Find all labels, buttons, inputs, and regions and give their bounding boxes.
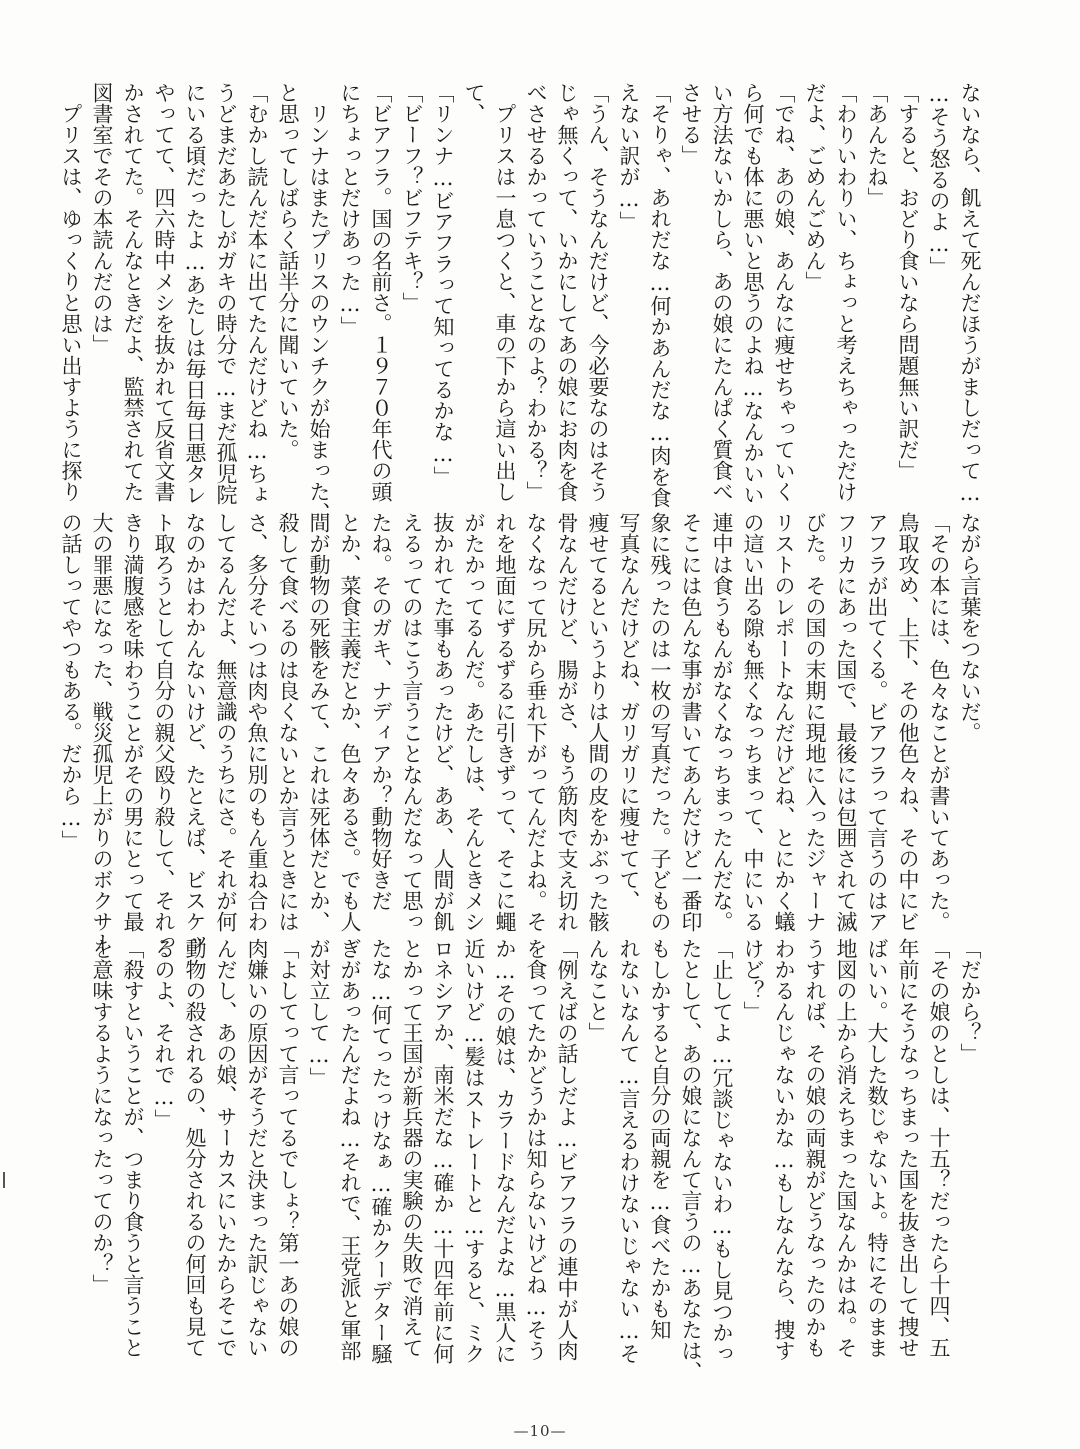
text-column: か…その娘は、カラードなんだよな…黒人に [493, 938, 517, 1364]
text-column: やってて、四六時中メシを抜かれて反省文書 [152, 82, 176, 502]
text-column: フリカにあった国で、最後には包囲されて滅 [834, 512, 858, 932]
text-column: たとして、あの娘になんて言うの…あなたは、 [679, 938, 703, 1382]
text-column: 「あんたね」 [865, 82, 889, 208]
page-number: —10— [513, 1422, 567, 1440]
text-column: い方法ないかしら、あの娘にたんぱく質食べ [710, 82, 734, 502]
text-column: 骨なんだけど、腸がさ、もう筋肉で支え切れ [555, 512, 579, 932]
text-column: の這い出る隙も無くなっちまって、中にいる [741, 512, 765, 932]
text-column: 年前にそうなっちまった国を抜き出して捜せ [896, 938, 920, 1358]
text-column: リンナはまたプリスのウンチクが始まった、 [307, 82, 331, 523]
text-column: にいる頃だったよ…あたしは毎日毎日悪タレ [183, 82, 207, 505]
text-column: わかるんじゃないかな…もしなんなら、捜す [772, 938, 796, 1361]
text-column: 肉嫌いの原因がそうだと決まった訳じゃない [245, 938, 269, 1358]
text-column: 「ビアフラ。国の名前さ。１９７０年代の頭 [369, 82, 393, 502]
text-column: にちょっとだけあった…」 [338, 82, 362, 337]
text-column: 「うん、そうなんだけど、今必要なのはそう [586, 82, 610, 502]
text-column: 殺して食べるのは良くないとか言うときには [276, 512, 300, 932]
text-column: プリスは、ゆっくりと思い出すように探り [59, 82, 83, 502]
text-column: うすれば、その娘の両親がどうなったのかも [803, 938, 827, 1358]
text-column: んなこと」 [586, 938, 610, 1043]
text-column: 「止してよ…冗談じゃないわ…もし見つかっ [710, 938, 734, 1364]
text-column: ら何でも体に悪いと思うのよね…なんかいい [741, 82, 765, 505]
text-column: 抜かれてた事もあったけど、ああ、人間が飢 [431, 512, 455, 932]
text-column: アフラが出てくる。ビアフラって言うのはア [865, 512, 889, 932]
text-column: だよ、ごめんごめん」 [803, 82, 827, 292]
text-column: うどまだあたしがガキの時分で…まだ孤児院 [214, 82, 238, 505]
text-column: きり満腹感を味わうことがその男にとって最 [121, 512, 145, 932]
text-column: るのよ、それで…」 [152, 938, 176, 1130]
text-column: 写真なんだけどね、ガリガリに痩せてて、 [617, 512, 641, 911]
text-column: ぎがあったんだよね…それで、王党派と軍部 [338, 938, 362, 1361]
text-column: て、 [462, 82, 486, 124]
text-column: 「よしてって言ってるでしょ？第一あの娘の [276, 938, 300, 1358]
text-column: 「ビーフ？ビフテキ？」 [400, 82, 424, 313]
text-column: リストのレポートなんだけどね、とにかく蟻 [772, 512, 796, 932]
text-column: 動物の殺されるの、処分されるの何回も見て [183, 938, 207, 1358]
text-column: さ、多分そいつは肉や魚に別のもん重ね合わ [245, 512, 269, 932]
text-column: けど？」 [741, 938, 765, 1022]
text-column: なのかはわかんないけど、たとえば、ビスケッ [183, 512, 207, 953]
text-tier-top [59, 82, 982, 523]
text-column: べさせるかっていうことなのよ？わかる？」 [524, 82, 548, 502]
text-column: を意味するようになったってのか？」 [90, 938, 114, 1295]
text-column: もしかすると自分の両親を…食べたかも知 [648, 938, 672, 1340]
text-column: と思ってしばらく話半分に聞いていた。 [276, 82, 300, 460]
text-column: とか、菜食主義だとか、色々あるさ。でも人 [338, 512, 362, 932]
text-column: 間が動物の死骸をみて、これは死体だとか、 [307, 512, 331, 932]
text-column: たな…何てったっけなぁ…確かクーデター騒 [369, 938, 393, 1364]
text-column: れないなんて…言えるわけないじゃない…そ [617, 938, 641, 1364]
text-column: 「だから？」 [958, 938, 982, 1064]
text-column: ないなら、飢えて死んだほうがましだって… [958, 82, 982, 505]
text-column: じゃ無くって、いかにしてあの娘にお肉を食 [555, 82, 579, 502]
text-column: たね。そのガキ、ナディアか？動物好きだ [369, 512, 393, 911]
text-column: ばいい。大した数じゃないよ。特にそのまま [865, 938, 889, 1358]
text-column: 「例えばの話しだよ…ビアフラの連中が人肉 [555, 938, 579, 1361]
text-column: 「わりいわりい、ちょっと考えちゃっただけ [834, 82, 858, 502]
text-column: プリスは一息つくと、車の下から這い出し [493, 82, 517, 502]
text-column: 「でね、あの娘、あんなに痩せちゃっていく [772, 82, 796, 502]
text-column: …そう怒るのよ…」 [927, 82, 951, 277]
text-column: ロネシアか、南米だな…確か…十四年前に何 [431, 938, 455, 1364]
text-column: 図書室でその本読んだのは」 [90, 82, 114, 355]
text-column: 「そりゃ、あれだな…何かあんだな…肉を食 [648, 82, 672, 508]
text-tier-bottom [90, 938, 982, 1382]
text-column: ながら言葉をつないだ。 [958, 512, 982, 743]
text-column: 「リンナ…ビアフラって知ってるかな…」 [431, 82, 455, 487]
text-column: させる」 [679, 82, 703, 166]
text-column: 鳥取攻め、上下、その他色々ね、その中にビ [896, 512, 920, 932]
text-column: 「その娘のとしは、十五？だったら十四、五 [927, 938, 951, 1358]
text-column: えない訳が…」 [617, 82, 641, 232]
text-tier-middle [59, 512, 982, 953]
text-column: 象に残ったのは一枚の写真だった。子どもの [648, 512, 672, 932]
text-column: なくなって尻から垂れ下がってんだよね。そ [524, 512, 548, 932]
text-column: ト取ろうとして自分の親父殴り殺して、それっ [152, 512, 176, 953]
text-column: してるんだよ、無意識のうちにさ。それが何 [214, 512, 238, 932]
text-column: そこには色んな事が書いてあんだけど一番印 [679, 512, 703, 932]
scan-edge-mark [3, 1172, 5, 1188]
text-column: 「その本には、色々なことが書いてあった。 [927, 512, 951, 932]
text-column: 大の罪悪になった、戦災孤児上がりのボクサー [90, 512, 114, 953]
text-column: えるってのはこう言うことなんだなって思っ [400, 512, 424, 932]
text-column: とかって王国が新兵器の実験の失敗で消えて [400, 938, 424, 1358]
text-column: れを地面にずるずるに引きずって、そこに蠅 [493, 512, 517, 932]
text-column: がたかってるんだ。あたしは、そんときメシ [462, 512, 486, 932]
text-column: の話しってやつもある。だから…」 [59, 512, 83, 851]
text-column: んだし、あの娘、サーカスにいたからそこで [214, 938, 238, 1358]
text-column: 「すると、おどり食いなら問題無い訳だ」 [896, 82, 920, 481]
text-column: 「むかし読んだ本に出てたんだけどね…ちょ [245, 82, 269, 505]
text-column: びた。その国の末期に現地に入ったジャーナ [803, 512, 827, 932]
text-column: が対立して…」 [307, 938, 331, 1088]
text-column: 痩せてるというよりは人間の皮をかぶった骸 [586, 512, 610, 932]
text-column: 連中は食うもんがなくなっちまったんだな。 [710, 512, 734, 932]
text-column: 近いけど…髪はストレートと…すると、ミク [462, 938, 486, 1364]
text-column: 地図の上から消えちまった国なんかはね。そ [834, 938, 858, 1358]
text-column: かされてた。そんなときだよ、監禁されてた [121, 82, 145, 502]
text-column: 「殺すということが、つまり食うと言うこと [121, 938, 145, 1358]
text-column: を食ってたかどうかは知らないけどね…そう [524, 938, 548, 1361]
